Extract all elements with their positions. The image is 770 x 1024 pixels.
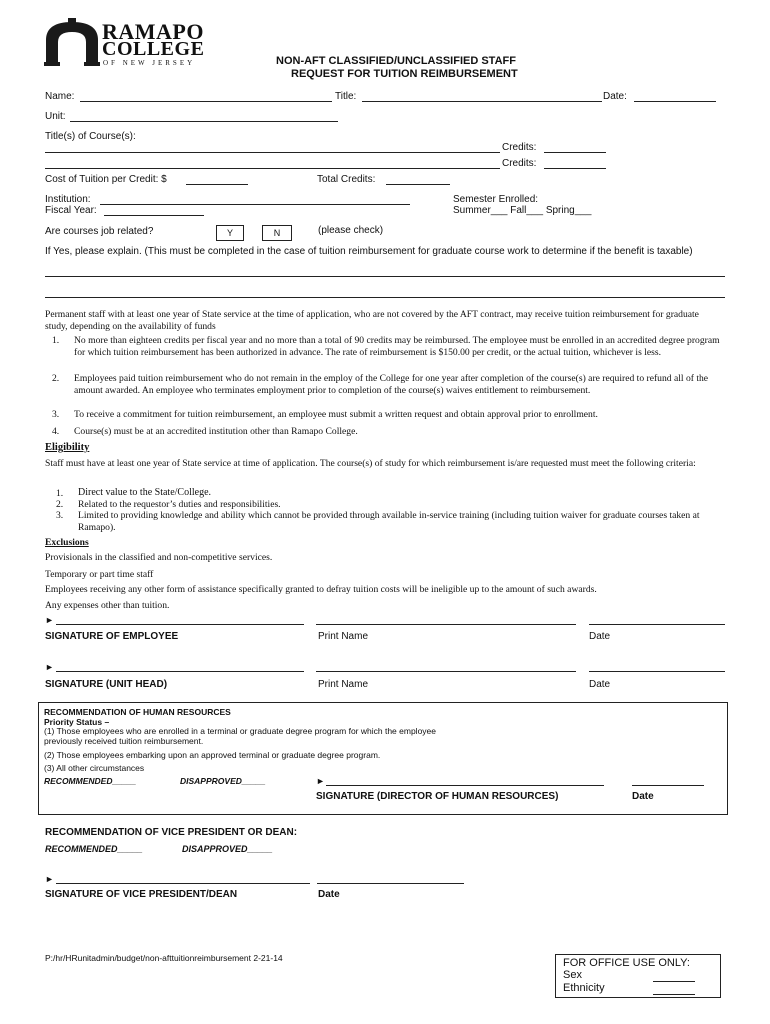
arrow-icon: ► — [45, 874, 54, 884]
arrow-icon: ► — [316, 776, 325, 786]
explain-field-1[interactable] — [45, 276, 725, 277]
exclusion-item: Temporary or part time staff — [45, 569, 154, 580]
vp-signature-field[interactable] — [56, 883, 310, 884]
name-field[interactable] — [80, 101, 332, 102]
total-credits-field[interactable] — [386, 184, 450, 185]
fiscal-year-field[interactable] — [104, 215, 204, 216]
hr-date-label: Date — [632, 791, 654, 802]
print-name-label: Print Name — [318, 679, 369, 690]
priority-3: (3) All other circumstances — [44, 763, 145, 773]
date-field[interactable] — [634, 101, 716, 102]
unit-head-signature-label: SIGNATURE (UNIT HEAD) — [45, 679, 168, 690]
rule-number: 1. — [52, 335, 60, 346]
rule-text: To receive a commitment for tuition reimbursement, an employee must submit a written request and obtain approval prior to enrollment. — [74, 409, 598, 420]
arrow-icon: ► — [45, 662, 54, 672]
unit-head-signature-field[interactable] — [56, 671, 304, 672]
rule-text: No more than eighteen credits per fiscal year and no more than a total of 90 credits may be reimbursed. The employee must be enrolled in an accredited degree program for which tuition reimbursement has been authorized in advance. The rate of reimbursement is $150.00 per credit, or the actual tuition, whichever is less. — [74, 335, 720, 358]
employee-print-name-field[interactable] — [316, 624, 576, 625]
date-label: Date — [589, 679, 611, 690]
employee-signature-label: SIGNATURE OF EMPLOYEE — [45, 631, 179, 642]
title-field[interactable] — [362, 101, 602, 102]
exclusion-item: Provisionals in the classified and non-competitive services. — [45, 552, 273, 563]
ethnicity-label: Ethnicity — [563, 982, 605, 994]
cost-field[interactable] — [186, 184, 248, 185]
logo-line3: OF NEW JERSEY — [103, 59, 196, 67]
rule-number: 3. — [52, 409, 60, 420]
credits-label-2: Credits: — [502, 158, 537, 169]
hr-disapproved[interactable]: DISAPPROVED_____ — [180, 776, 266, 786]
criteria-text: Related to the requestor’s duties and responsibilities. — [78, 499, 281, 510]
ethnicity-field[interactable] — [653, 994, 695, 995]
unit-head-date-field[interactable] — [589, 671, 725, 672]
yes-checkbox[interactable]: Y — [216, 225, 244, 241]
job-related-label: Are courses job related? — [45, 226, 154, 237]
unit-head-print-name-field[interactable] — [316, 671, 576, 672]
institution-field[interactable] — [100, 204, 410, 205]
print-name-label: Print Name — [318, 631, 369, 642]
total-credits-label: Total Credits: — [317, 174, 376, 185]
employee-signature-field[interactable] — [56, 624, 304, 625]
criteria-text: Direct value to the State/College. — [78, 487, 212, 498]
rule-number: 2. — [52, 373, 60, 384]
explain-label: If Yes, please explain. (This must be completed in the case of tuition reimbursement for graduate course work to determine if the benefit is taxable) — [45, 246, 693, 257]
eligibility-heading: Eligibility — [45, 442, 90, 453]
explain-field-2[interactable] — [45, 297, 725, 298]
semester-options[interactable]: Summer___ Fall___ Spring___ — [453, 205, 592, 216]
course-field-2[interactable] — [45, 168, 500, 169]
vp-heading: RECOMMENDATION OF VICE PRESIDENT OR DEAN: — [45, 827, 298, 838]
criteria-number: 2. — [56, 499, 64, 510]
credits-field-2[interactable] — [544, 168, 606, 169]
criteria-number: 1. — [56, 488, 64, 499]
eligibility-text: Staff must have at least one year of State service at time of application. The course(s) of study for which reimbursement is/are requested must meet the following criteria: — [45, 458, 696, 469]
hr-recommended[interactable]: RECOMMENDED_____ — [44, 776, 137, 786]
vp-date-label: Date — [318, 889, 340, 900]
form-title-line2: REQUEST FOR TUITION REIMBURSEMENT — [291, 68, 518, 80]
credits-field-1[interactable] — [544, 152, 606, 153]
vp-recommended[interactable]: RECOMMENDED_____ — [45, 844, 143, 854]
date-label: Date: — [603, 91, 627, 102]
logo-line1: RAMAPO — [102, 19, 204, 44]
hr-date-field[interactable] — [632, 785, 704, 786]
exclusion-item: Any expenses other than tuition. — [45, 600, 170, 611]
exclusions-heading: Exclusions — [45, 537, 89, 548]
office-use-label: FOR OFFICE USE ONLY: — [563, 957, 690, 969]
no-checkbox[interactable]: N — [262, 225, 292, 241]
rule-text: Employees paid tuition reimbursement who do not remain in the employ of the College for one year after completion of the course(s) are required to refund all of the amount awarded. An employee who terminates employment prior to completion of the course(s) waives entitlement to reimbursement. — [74, 373, 709, 396]
sex-field[interactable] — [653, 981, 695, 982]
form-title-line1: NON-AFT CLASSIFIED/UNCLASSIFIED STAFF — [276, 55, 516, 67]
priority-2: (2) Those employees embarking upon an approved terminal or graduate degree program. — [44, 750, 381, 760]
criteria-number: 3. — [56, 510, 64, 521]
hr-heading: RECOMMENDATION OF HUMAN RESOURCES — [44, 707, 231, 717]
intro-text: Permanent staff with at least one year of State service at the time of application, who are not covered by the AFT contract, may receive tuition reimbursement for graduate study, depending on the availability of funds — [45, 309, 699, 332]
vp-signature-label: SIGNATURE OF VICE PRESIDENT/DEAN — [45, 889, 238, 900]
title-label: Title: — [335, 91, 357, 102]
logo-line2: COLLEGE — [102, 38, 205, 60]
vp-date-field[interactable] — [317, 883, 464, 884]
rule-text: Course(s) must be at an accredited institution other than Ramapo College. — [74, 426, 358, 437]
date-label: Date — [589, 631, 611, 642]
priority-1: (1) Those employees who are enrolled in a terminal or graduate degree program for which the employee previously received tuition reimbursement. — [44, 726, 437, 746]
criteria-text: Limited to providing knowledge and ability which cannot be provided through available in-service training (including tuition waiver for graduate courses taken at Ramapo). — [78, 510, 700, 533]
vp-disapproved[interactable]: DISAPPROVED_____ — [182, 844, 273, 854]
hr-director-signature-field[interactable] — [326, 785, 604, 786]
ramapo-arch-logo — [44, 18, 100, 66]
rule-number: 4. — [52, 426, 60, 437]
exclusion-item: Employees receiving any other form of assistance specifically granted to defray tuition costs will be ineligible up to the amount of such awards. — [45, 584, 597, 595]
institution-label: Institution: — [45, 194, 91, 205]
credits-label-1: Credits: — [502, 142, 537, 153]
arrow-icon: ► — [45, 615, 54, 625]
unit-field[interactable] — [70, 121, 338, 122]
sex-label: Sex — [563, 969, 582, 981]
hr-director-signature-label: SIGNATURE (DIRECTOR OF HUMAN RESOURCES) — [316, 791, 559, 802]
priority-status-label: Priority Status – — [44, 717, 110, 727]
course-field-1[interactable] — [45, 152, 500, 153]
file-path: P:/hr/HRunitadmin/budget/non-afttuitionreimbursement 2-21-14 — [45, 953, 283, 963]
unit-label: Unit: — [45, 111, 66, 122]
cost-label: Cost of Tuition per Credit: $ — [45, 174, 167, 185]
courses-label: Title(s) of Course(s): — [45, 131, 136, 142]
fiscal-year-label: Fiscal Year: — [45, 205, 97, 216]
name-label: Name: — [45, 91, 75, 102]
semester-label: Semester Enrolled: — [453, 194, 539, 205]
employee-date-field[interactable] — [589, 624, 725, 625]
please-check-label: (please check) — [318, 225, 384, 236]
